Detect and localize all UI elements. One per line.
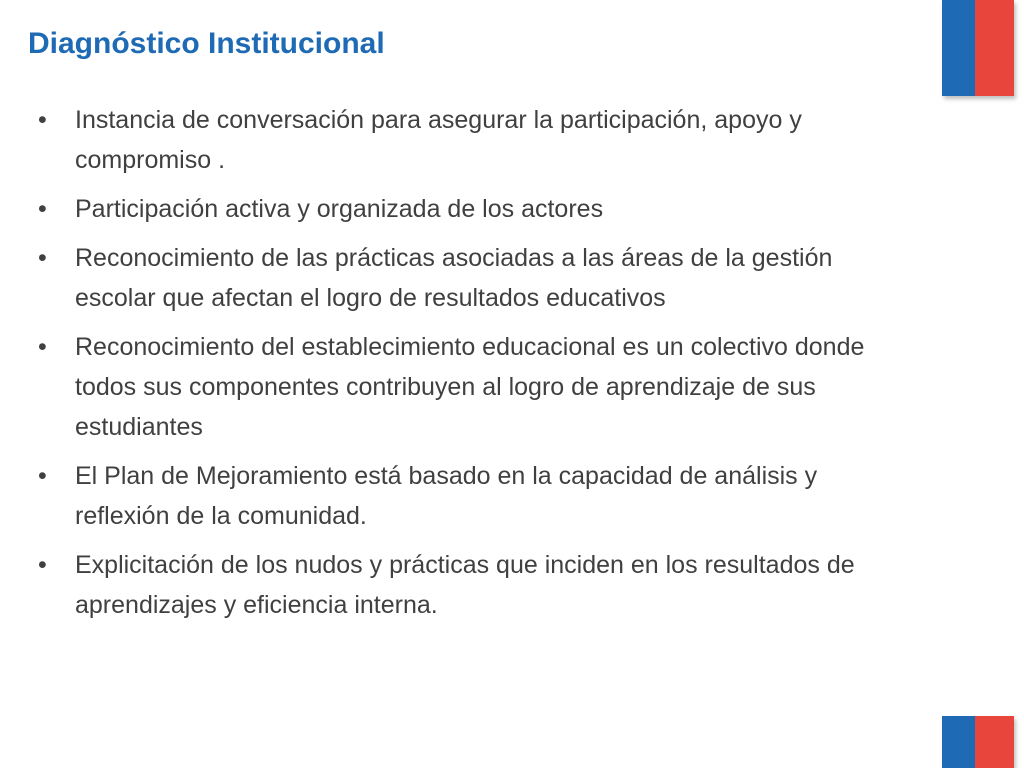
bullet-marker: • bbox=[38, 195, 47, 223]
bullet-list bbox=[38, 100, 918, 634]
bullet-marker: • bbox=[38, 551, 47, 579]
bullet-text: Participación activa y organizada de los actores bbox=[75, 195, 604, 223]
bullet-marker: • bbox=[38, 106, 47, 134]
bullet-item bbox=[38, 327, 918, 447]
bullet-item bbox=[38, 100, 918, 180]
slide-title: Diagnóstico Institucional bbox=[28, 27, 385, 60]
bullet-marker: • bbox=[38, 244, 47, 272]
flag-decoration-top bbox=[942, 0, 1014, 96]
bullet-item bbox=[38, 456, 918, 536]
flag-red-stripe bbox=[975, 0, 1014, 96]
bullet-text: El Plan de Mejoramiento está basado en la capacidad de análisis y reflexión de la comunidad. bbox=[75, 462, 818, 530]
flag-blue-stripe bbox=[942, 716, 975, 768]
bullet-item bbox=[38, 238, 918, 318]
bullet-marker: • bbox=[38, 333, 47, 361]
bullet-item bbox=[38, 545, 918, 625]
flag-blue-stripe bbox=[942, 0, 975, 96]
flag-decoration-bottom bbox=[942, 716, 1014, 768]
bullet-text: Reconocimiento del establecimiento educacional es un colectivo donde todos sus componentes contribuyen al logro de aprendizaje de sus estudiantes bbox=[75, 333, 865, 441]
bullet-marker: • bbox=[38, 462, 47, 490]
bullet-text: Instancia de conversación para asegurar la participación, apoyo y compromiso . bbox=[75, 106, 802, 174]
bullet-text: Reconocimiento de las prácticas asociadas a las áreas de la gestión escolar que afectan el logro de resultados educativos bbox=[75, 244, 833, 312]
bullet-text: Explicitación de los nudos y prácticas que inciden en los resultados de aprendizajes y eficiencia interna. bbox=[75, 551, 855, 619]
bullet-item bbox=[38, 189, 918, 229]
flag-red-stripe bbox=[975, 716, 1014, 768]
